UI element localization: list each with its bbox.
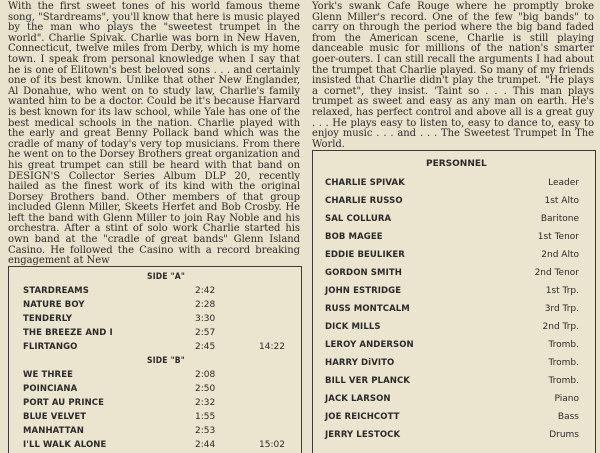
member-role: Drums [549, 430, 579, 440]
track-row [9, 313, 301, 325]
track-title: FLIRTANGO [23, 342, 78, 352]
personnel-row [313, 177, 595, 189]
track-time: 2:28 [195, 300, 216, 310]
track-title: TENDERLY [23, 314, 73, 324]
member-name: JOHN ESTRIDGE [325, 286, 402, 296]
member-role: Piano [554, 394, 579, 404]
personnel-row [313, 321, 595, 333]
member-role: 2nd Alto [541, 250, 579, 260]
member-name: BILL VER PLANCK [325, 376, 410, 386]
liner-notes-text-left: With the first sweet tones of his world famous theme song, "Stardreams", you'll know that here is music played by the man who plays the "sweetest trumpet in the world". Charlie Spivak. Charlie was born in New Haven, Connecticut, twelve miles from Derby, which is my home town. I speak from personal knowledge when I say that he is one of Elitown's best beloved sons . . . and certainly one of its best known. Unlike that other New Englander, Al Donahue, who went on to study law, Charlie's family wanted him to be a doctor. Could be it's because Harvard is best known for its law school, while Yale has one of the best medical schools in the nation. Charlie played with the early and great Benny Pollack band which was the cradle of many of today's very top musicians. From there he went on to the Dorsey Brothers great organization and his great trumpet can still be heard with that band on DESIGN'S Collector Series Album DLP 20, recently hailed as the finest work of its kind with the original Dorsey Brothers band. Other members of that group included Glenn Miller, Skeets Herfet and Bob Crosby. He left the band with Glenn Miller to join Ray Noble and his orchestra. After a stint of solo work Charlie started his own band at the "cradle of great bands" Glenn Island Casino. He followed the Casino with a record breaking engagement at New [8, 1, 300, 267]
personnel-box [312, 150, 596, 453]
personnel-row [313, 429, 595, 441]
track-row [9, 411, 301, 423]
side-b-header [9, 355, 301, 367]
side-a-label: SIDE "A" [147, 272, 186, 282]
member-name: JACK LARSON [325, 394, 391, 404]
member-name: CHARLIE RUSSO [325, 196, 403, 206]
member-name: LEROY ANDERSON [325, 340, 414, 350]
track-title: STARDREAMS [23, 286, 89, 296]
personnel-row [313, 393, 595, 405]
track-title: PORT AU PRINCE [23, 398, 105, 408]
track-time: 2:44 [195, 440, 216, 450]
member-role: 2nd Tenor [534, 268, 579, 278]
personnel-row [313, 375, 595, 387]
member-role: Baritone [540, 214, 579, 224]
track-row [9, 439, 301, 451]
personnel-row [313, 411, 595, 423]
track-title: NATURE BOY [23, 300, 85, 310]
track-row [9, 397, 301, 409]
member-name: RUSS MONTCALM [325, 304, 410, 314]
personnel-row [313, 249, 595, 261]
member-role: Tromb. [548, 340, 579, 350]
side-a-header [9, 271, 301, 283]
member-name: DICK MILLS [325, 322, 381, 332]
track-title: POINCIANA [23, 384, 78, 394]
member-role: Tromb. [548, 376, 579, 386]
track-row [9, 285, 301, 297]
member-name: JOE REICHCOTT [325, 412, 400, 422]
side-b-label: SIDE "B" [147, 356, 185, 366]
track-title: I'LL WALK ALONE [23, 440, 107, 450]
track-title: BLUE VELVET [23, 412, 87, 422]
personnel-row [313, 303, 595, 315]
member-name: SAL COLLURA [325, 214, 392, 224]
personnel-row [313, 357, 595, 369]
member-name: JERRY LESTOCK [325, 430, 401, 440]
track-row [9, 369, 301, 381]
member-role: 1st Tenor [537, 232, 579, 242]
track-time: 1:55 [195, 412, 216, 422]
member-role: 1st Alto [544, 196, 579, 206]
track-time: 2:32 [195, 398, 216, 408]
track-listing-box [8, 266, 302, 453]
track-row [9, 383, 301, 395]
personnel-row [313, 285, 595, 297]
personnel-row [313, 213, 595, 225]
member-role: Bass [557, 412, 579, 422]
track-row [9, 327, 301, 339]
member-role: 1st Trp. [545, 286, 579, 296]
member-name: HARRY DiVITO [325, 358, 395, 368]
track-title: THE BREEZE AND I [23, 328, 113, 338]
liner-notes-left-column [8, 0, 300, 267]
member-role: Leader [548, 178, 579, 188]
track-time: 2:42 [195, 286, 216, 296]
personnel-row [313, 231, 595, 243]
track-title: WE THREE [23, 370, 74, 380]
side-b-total-time: 15:02 [259, 440, 285, 450]
personnel-row [313, 267, 595, 279]
track-title: MANHATTAN [23, 426, 84, 436]
track-row [9, 299, 301, 311]
side-a-total-time: 14:22 [259, 342, 285, 352]
member-name: CHARLIE SPIVAK [325, 178, 405, 188]
liner-notes-text-right: York's swank Cafe Rouge where he promptly broke Glenn Miller's record. One of the few "big bands" to carry on through the period where the big band faded from the American scene, Charlie is still playing danceable music for millions of the nation's smarter goer-outers. I can still recall the arguments I had about the trumpet that Charlie played. So many of my friends insisted that Charlie didn't play the trumpet. "He plays a cornet", they insist. 'Taint so . . . This man plays trumpet as sweet and easy as any man on earth. He's relaxed, has perfect control and above all is a great guy . . . He plays easy to listen to, easy to dance to, easy to enjoy music . . . and . . . The Sweetest Trumpet In The World. [312, 1, 594, 150]
track-time: 2:08 [195, 370, 216, 380]
track-row [9, 341, 301, 353]
track-time: 2:45 [195, 342, 216, 352]
liner-notes-right-column [312, 0, 594, 150]
member-role: Tromb. [548, 358, 579, 368]
track-row [9, 425, 301, 437]
member-name: BOB MAGEE [325, 232, 383, 242]
member-name: GORDON SMITH [325, 268, 402, 278]
track-time: 2:57 [195, 328, 216, 338]
member-role: 3rd Trp. [544, 304, 579, 314]
member-name: EDDIE BEULIKER [325, 250, 405, 260]
personnel-row [313, 195, 595, 207]
track-time: 2:50 [195, 384, 216, 394]
member-role: 2nd Trp. [542, 322, 579, 332]
track-time: 2:53 [195, 426, 216, 436]
track-time: 3:30 [195, 314, 216, 324]
personnel-heading: PERSONNEL [426, 159, 487, 169]
personnel-row [313, 339, 595, 351]
